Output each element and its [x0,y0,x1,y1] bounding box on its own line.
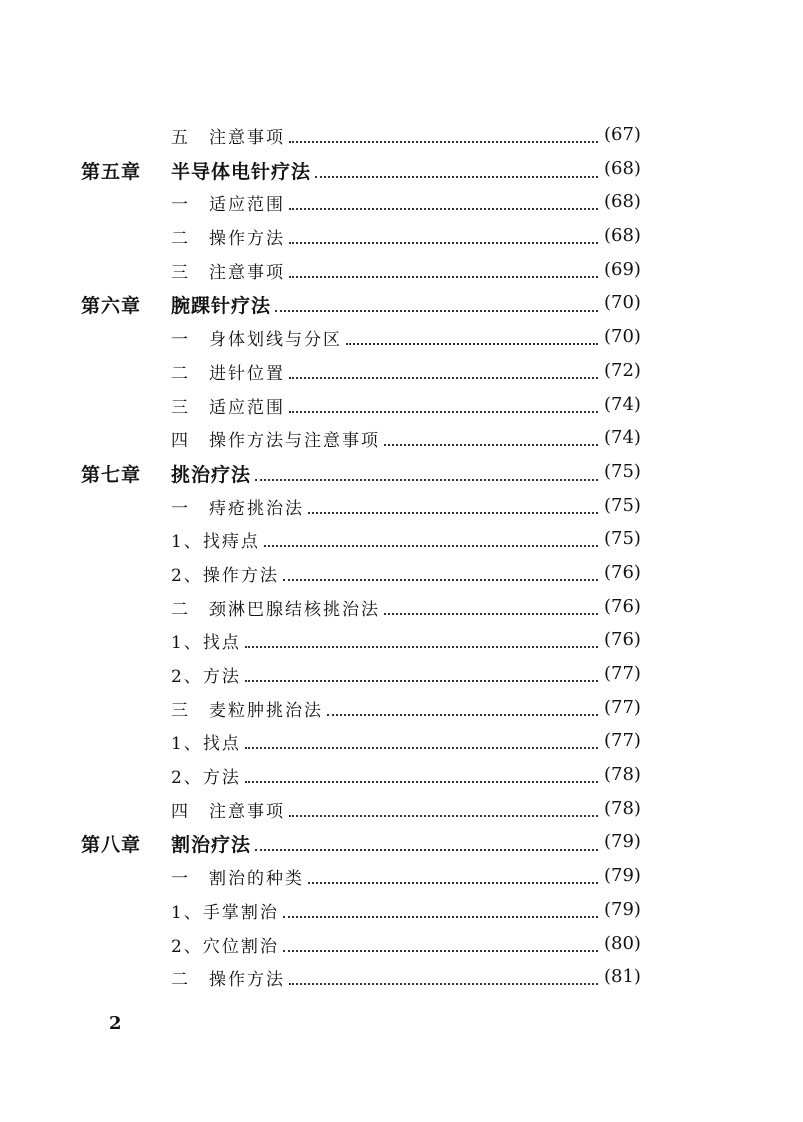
page-ref: (68) [604,191,641,213]
toc-row [0,828,803,862]
entry-title: 一 痔疮挑治法 [171,498,304,519]
toc-row [0,357,803,391]
entry-title: 二 操作方法 [171,970,285,991]
toc-row [0,694,803,728]
toc-row [0,256,803,290]
toc-row [0,660,803,694]
toc-row [0,188,803,222]
toc-row [0,626,803,660]
entry-title: 1、找点 [171,633,241,654]
toc-entry [171,359,602,384]
page-ref: (75) [604,460,641,482]
toc-row [0,323,803,357]
page-ref: (75) [604,528,641,550]
page-ref: (78) [604,764,641,786]
entry-title: 割治疗法 [171,834,252,857]
chapter-label: 第五章 [81,160,142,183]
toc-row [0,761,803,795]
entry-title: 三 适应范围 [171,397,285,418]
entry-title: 二 操作方法 [171,229,285,250]
toc-entry [171,628,602,653]
entry-title: 1、找痔点 [171,532,260,553]
dot-leader [384,444,598,446]
entry-title: 一 割治的种类 [171,869,304,890]
dot-leader [289,141,598,143]
toc-entry [171,224,602,249]
page-ref: (76) [604,561,641,583]
dot-leader [327,714,598,716]
toc-entry [171,527,602,552]
entry-title: 二 进针位置 [171,363,285,384]
dot-leader [255,849,598,851]
page-ref: (76) [604,595,641,617]
toc-row [0,795,803,829]
dot-leader [289,815,598,817]
page-ref: (76) [604,629,641,651]
toc-entry [171,797,602,822]
toc-entry [171,763,602,788]
page-ref: (67) [604,124,641,145]
dot-leader [308,882,598,884]
dot-leader [255,479,598,481]
entry-title: 半导体电针疗法 [171,160,312,183]
dot-leader [245,781,598,783]
dot-leader [308,512,598,514]
entry-title: 二 颈淋巴腺结核挑治法 [171,599,380,620]
entry-title: 五 注意事项 [171,128,285,148]
toc-row [0,727,803,761]
toc-entry [171,932,602,957]
toc-row [0,525,803,559]
toc-row [0,896,803,930]
toc-entry [171,864,602,889]
toc-entry [171,460,602,487]
entry-title: 三 注意事项 [171,262,285,283]
toc-entry [171,291,602,318]
toc-entry [171,190,602,215]
dot-leader [384,613,598,615]
page-ref: (68) [604,157,641,179]
toc-entry [171,965,602,990]
table-of-contents [0,121,803,997]
entry-title: 三 麦粒肿挑治法 [171,700,323,721]
chapter-label: 第七章 [81,463,142,486]
entry-title: 四 操作方法与注意事项 [171,431,380,452]
page-ref: (72) [604,359,641,381]
chapter-label: 第八章 [81,834,142,857]
toc-entry [171,898,602,923]
dot-leader [245,747,598,749]
dot-leader [245,646,598,648]
toc-row [0,458,803,492]
page-ref: (79) [604,865,641,887]
toc-entry [171,830,602,857]
toc-row [0,593,803,627]
dot-leader [283,950,598,952]
toc-entry [171,393,602,418]
page-ref: (70) [604,292,641,314]
entry-title: 2、操作方法 [171,565,279,586]
page-number: 2 [109,1013,122,1034]
entry-title: 腕踝针疗法 [171,295,272,318]
toc-entry [171,258,602,283]
entry-title: 2、方法 [171,667,241,687]
page-ref: (68) [604,225,641,247]
toc-row [0,424,803,458]
toc-row [0,391,803,425]
toc-entry [171,561,602,586]
dot-leader [289,208,598,210]
page-ref: (77) [604,663,641,684]
toc-row [0,222,803,256]
page-ref: (77) [604,696,641,718]
toc-entry [171,696,602,721]
dot-leader [346,343,598,345]
dot-leader [315,176,598,178]
toc-row [0,121,803,155]
entry-title: 挑治疗法 [171,463,252,486]
page-ref: (79) [604,898,641,920]
toc-row [0,155,803,189]
toc-row [0,862,803,896]
toc-row [0,289,803,323]
page-ref: (80) [604,932,641,954]
entry-title: 一 身体划线与分区 [171,330,342,351]
dot-leader [283,579,598,581]
entry-title: 一 适应范围 [171,195,285,216]
toc-entry [171,729,602,754]
toc-row [0,492,803,526]
chapter-label: 第六章 [81,295,142,318]
page-ref: (74) [604,427,641,449]
entry-title: 1、手掌割治 [171,902,279,923]
dot-leader [275,310,598,312]
dot-leader [245,680,598,682]
toc-row [0,963,803,997]
dot-leader [289,983,598,985]
page-ref: (79) [604,831,641,853]
page-ref: (77) [604,730,641,752]
dot-leader [289,411,598,413]
toc-entry [171,325,602,350]
dot-leader [289,242,598,244]
dot-leader [264,545,598,547]
page-ref: (69) [604,258,641,280]
entry-title: 四 注意事项 [171,801,285,822]
entry-title: 1、找点 [171,734,241,755]
entry-title: 2、穴位割治 [171,936,279,957]
page-ref: (75) [604,494,641,516]
page-ref: (81) [604,966,641,988]
page-ref: (78) [604,797,641,819]
dot-leader [289,377,598,379]
toc-entry [171,157,602,184]
dot-leader [289,276,598,278]
dot-leader [283,916,598,918]
toc-entry [171,123,602,148]
toc-entry [171,595,602,620]
toc-entry [171,662,602,687]
toc-entry [171,426,602,451]
toc-entry [171,494,602,519]
page-ref: (70) [604,326,641,348]
page-ref: (74) [604,393,641,415]
entry-title: 2、方法 [171,768,241,789]
toc-row [0,930,803,964]
toc-row [0,559,803,593]
